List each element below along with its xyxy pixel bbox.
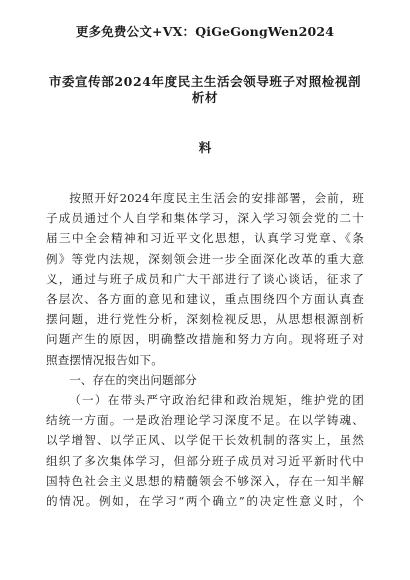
intro-line: 例》等党内法规，深刻领会进一步全面深化改革的重大意 bbox=[46, 251, 364, 266]
subsection-line: （一）在带头严守政治纪律和政治规矩，维护党的团 bbox=[69, 393, 364, 408]
intro-line: 问题产生的原因，明确整改措施和努力方向。现将班子对 bbox=[46, 332, 364, 347]
subsection-line: 的情况。例如，在学习“两个确立”的决定性意义时，个 bbox=[46, 494, 364, 509]
subsection-line: 国特色社会主义思想的精髓领会不够深入，存在一知半解 bbox=[46, 473, 364, 488]
intro-line: 按照开好2024年度民主生活会的安排部署，会前，班 bbox=[69, 191, 364, 205]
intro-line: 子成员通过个人自学和集体学习，深入学习领会党的二十 bbox=[46, 211, 364, 226]
header-note: 更多免费公文+VX：QiGeGongWen2024 bbox=[75, 24, 335, 39]
intro-line: 照查摆情况报告如下。 bbox=[46, 352, 163, 367]
subsection-line: 以学增智、以学正风、以学促干长效机制的落实上，虽然 bbox=[46, 433, 364, 448]
subsection-line: 组织了多次集体学习，但部分班子成员对习近平新时代中 bbox=[46, 453, 364, 468]
document-title: 市委宣传部2024年度民主生活会领导班子对照检视剖析材 bbox=[48, 74, 362, 105]
intro-line: 届三中全会精神和习近平文化思想，认真学习党章、《条 bbox=[46, 231, 364, 246]
intro-line: 义，通过与班子成员和广大干部进行了谈心谈话，征求了 bbox=[46, 271, 364, 286]
intro-line: 摆问题，进行党性分析，深刻检视反思，从思想根源剖析 bbox=[46, 312, 364, 327]
intro-paragraph bbox=[46, 188, 364, 370]
subsection-line: 结统一方面。一是政治理论学习深度不足。在以学铸魂、 bbox=[46, 413, 364, 428]
section-heading: 一、存在的突出问题部分 bbox=[69, 372, 197, 387]
subsection-paragraph bbox=[46, 390, 364, 511]
intro-line: 各层次、各方面的意见和建议，重点围绕四个方面认真查 bbox=[46, 292, 364, 307]
document-title-continuation: 料 bbox=[198, 140, 212, 155]
